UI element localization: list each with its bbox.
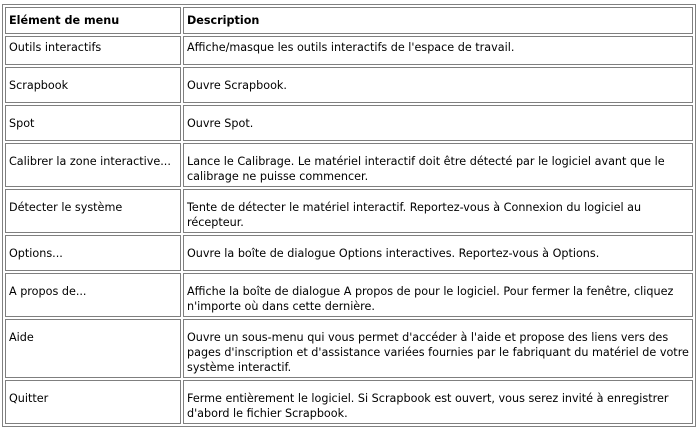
menu-item-name: A propos de... — [5, 273, 181, 317]
menu-item-name: Détecter le système — [5, 189, 181, 233]
header-description: Description — [183, 7, 693, 34]
menu-items-table — [2, 4, 696, 427]
table-row — [5, 143, 693, 187]
table-row — [5, 235, 693, 271]
table-row — [5, 273, 693, 317]
menu-item-name: Scrapbook — [5, 67, 181, 103]
menu-item-description: Ouvre un sous-menu qui vous permet d'accéder à l'aide et propose des liens vers des pages d'inscription et d'assistance variées fournies par le fabriquant du matériel de votre système interactif. — [183, 319, 693, 378]
table-row — [5, 36, 693, 65]
table-row — [5, 105, 693, 141]
menu-item-name: Spot — [5, 105, 181, 141]
menu-item-name: Options... — [5, 235, 181, 271]
menu-item-description: Lance le Calibrage. Le matériel interactif doit être détecté par le logiciel avant que le calibrage ne puisse commencer. — [183, 143, 693, 187]
menu-item-description: Ferme entièrement le logiciel. Si Scrapbook est ouvert, vous serez invité à enregistrer d'abord le fichier Scrapbook. — [183, 380, 693, 424]
table-header-row — [5, 7, 693, 34]
menu-item-description: Ouvre Spot. — [183, 105, 693, 141]
header-menu-item: Elément de menu — [5, 7, 181, 34]
menu-item-description: Affiche la boîte de dialogue A propos de pour le logiciel. Pour fermer la fenêtre, cliquez n'importe où dans cette dernière. — [183, 273, 693, 317]
table-row — [5, 189, 693, 233]
menu-item-description: Affiche/masque les outils interactifs de l'espace de travail. — [183, 36, 693, 65]
menu-item-description: Tente de détecter le matériel interactif. Reportez-vous à Connexion du logiciel au récepteur. — [183, 189, 693, 233]
table-row — [5, 67, 693, 103]
menu-item-description: Ouvre Scrapbook. — [183, 67, 693, 103]
menu-item-name: Quitter — [5, 380, 181, 424]
menu-item-name: Calibrer la zone interactive... — [5, 143, 181, 187]
table-row — [5, 319, 693, 378]
table-row — [5, 380, 693, 424]
menu-item-name: Outils interactifs — [5, 36, 181, 65]
menu-items-table-container — [2, 4, 696, 427]
menu-item-description: Ouvre la boîte de dialogue Options interactives. Reportez-vous à Options. — [183, 235, 693, 271]
menu-item-name: Aide — [5, 319, 181, 378]
